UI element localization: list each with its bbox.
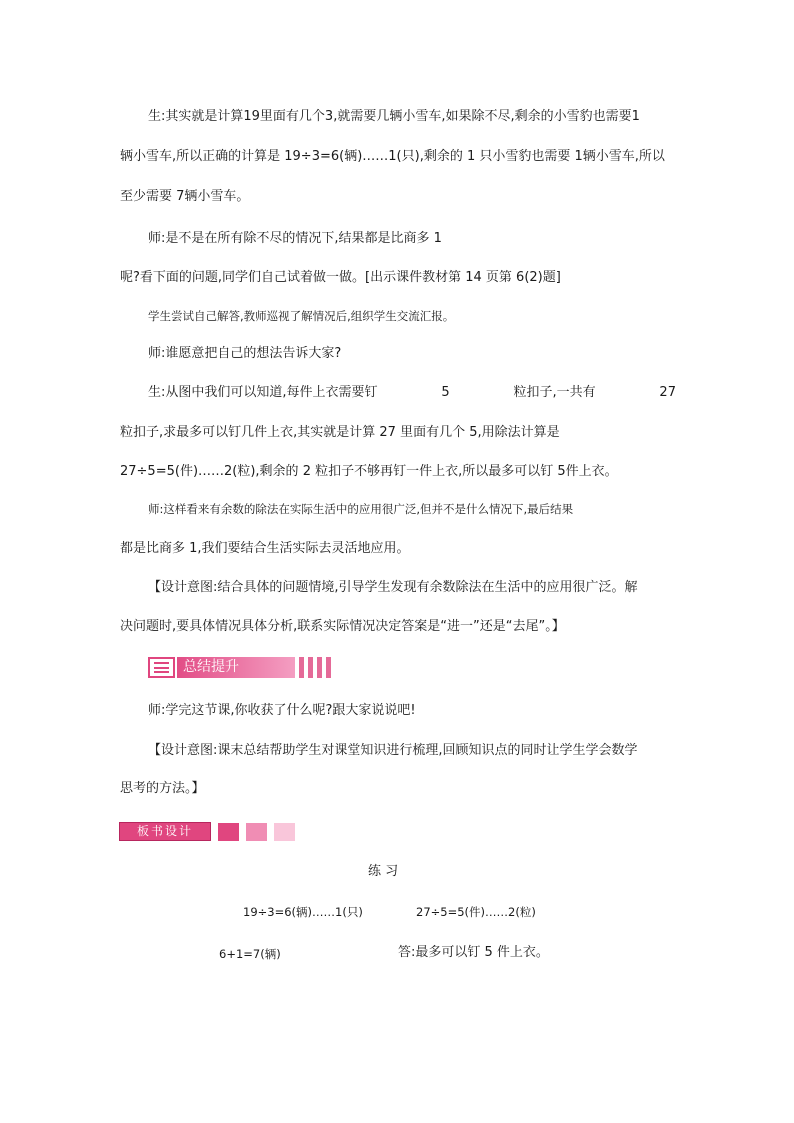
section-stripe bbox=[308, 657, 313, 678]
board-heading: 练 习 bbox=[368, 864, 399, 879]
p5-line3: 27÷5=5(件)……2(粒),剩余的 2 粒扣子不够再钉一件上衣,所以最多可以钉 5件上衣。 bbox=[120, 464, 618, 479]
p4-line: 师:谁愿意把自己的想法告诉大家? bbox=[148, 346, 342, 361]
p9-line1: 【设计意图:课末总结帮助学生对课堂知识进行梳理,回顾知识点的同时让学生学会数学 bbox=[148, 743, 638, 758]
section-stripe bbox=[326, 657, 331, 678]
p7-line1: 【设计意图:结合具体的问题情境,引导学生发现有余数除法在生活中的应用很广泛。解 bbox=[148, 580, 638, 595]
section-stripe bbox=[299, 657, 304, 678]
p7-line2: 决问题时,要具体情况具体分析,联系实际情况决定答案是“进一”还是“去尾”。】 bbox=[120, 619, 565, 634]
p1-line3: 至少需要 7辆小雪车。 bbox=[120, 189, 250, 204]
p1-line2: 辆小雪车,所以正确的计算是 19÷3=6(辆)……1(只),剩余的 1 只小雪豹也需要 1辆小雪车,所以 bbox=[120, 149, 665, 164]
p2-line2: 呢?看下面的问题,同学们自己试着做一做。[出示课件教材第 14 页第 6(2)题] bbox=[120, 270, 561, 285]
board-left-equation-1: 19÷3=6(辆)……1(只) bbox=[243, 905, 363, 919]
p3-line: 学生尝试自己解答,教师巡视了解情况后,组织学生交流汇报。 bbox=[148, 309, 455, 323]
p5-word: 5 bbox=[441, 385, 450, 400]
board-right-equation-1: 27÷5=5(件)……2(粒) bbox=[416, 905, 536, 919]
p2-line1: 师:是不是在所有除不尽的情况下,结果都是比商多 1 bbox=[148, 231, 442, 246]
p5-word: 粒扣子,一共有 bbox=[513, 385, 596, 400]
section-header bbox=[148, 657, 338, 678]
p5-line2: 粒扣子,求最多可以钉几件上衣,其实就是计算 27 里面有几个 5,用除法计算是 bbox=[120, 425, 560, 440]
decor-square bbox=[274, 823, 295, 841]
section-number-three-icon bbox=[148, 657, 175, 678]
p5-word: 27 bbox=[659, 385, 676, 400]
board-answer: 答:最多可以钉 5 件上衣。 bbox=[398, 945, 549, 960]
section-title: 总结提升 bbox=[177, 657, 295, 678]
decor-square bbox=[246, 823, 267, 841]
p6-line2: 都是比商多 1,我们要结合生活实际去灵活地应用。 bbox=[120, 541, 410, 556]
p9-line2: 思考的方法。】 bbox=[120, 781, 205, 796]
p5-word: 生:从图中我们可以知道,每件上衣需要钉 bbox=[148, 385, 378, 400]
decor-square bbox=[218, 823, 239, 841]
p6-line1: 师:这样看来有余数的除法在实际生活中的应用很广泛,但并不是什么情况下,最后结果 bbox=[148, 502, 574, 516]
p5-line1 bbox=[148, 385, 676, 401]
p8-line: 师:学完这节课,你收获了什么呢?跟大家说说吧! bbox=[148, 703, 416, 718]
section-stripe bbox=[317, 657, 322, 678]
board-design-tag: 板书设计 bbox=[119, 822, 211, 841]
p1-line1: 生:其实就是计算19里面有几个3,就需要几辆小雪车,如果除不尽,剩余的小雪豹也需要1 bbox=[148, 109, 640, 124]
board-left-equation-2: 6+1=7(辆) bbox=[219, 947, 281, 961]
